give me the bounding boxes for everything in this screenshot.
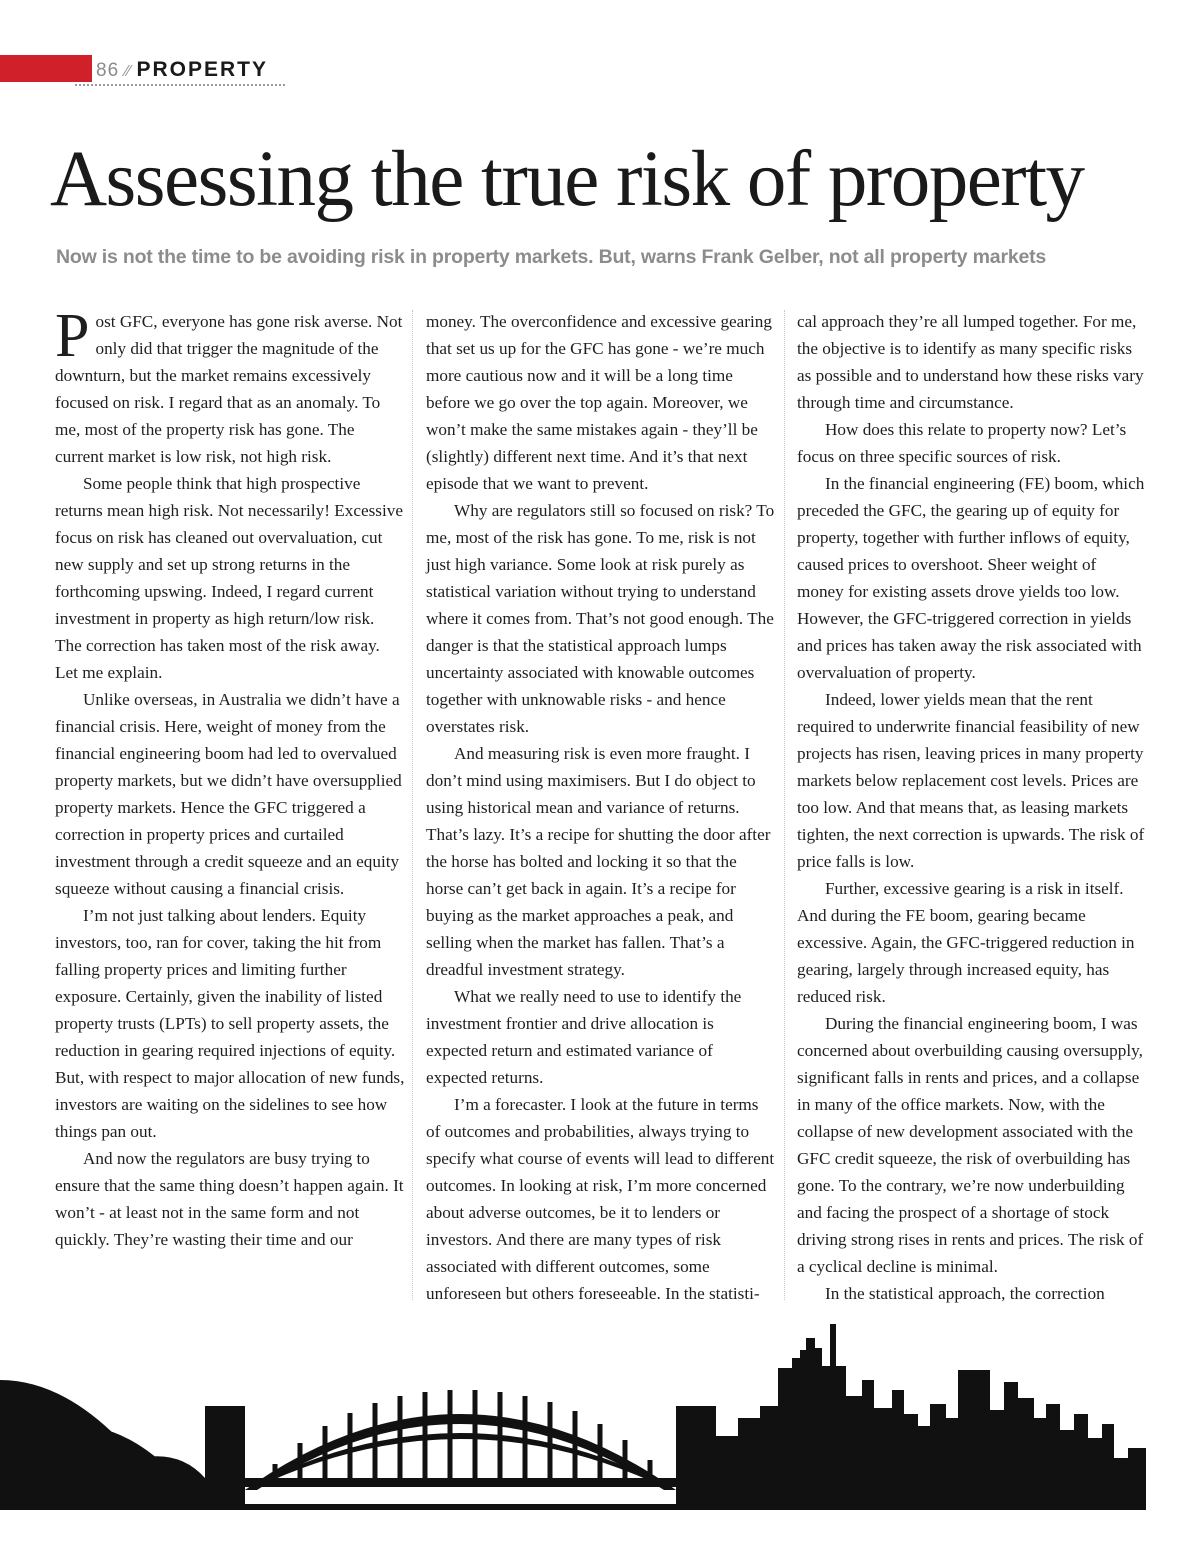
running-header: [80, 58, 268, 82]
article-column-3: [797, 308, 1147, 1307]
article-paragraph: And now the regulators are busy trying to ensure that the same thing doesn’t happen again. It won’t - at least not in the same form and not quickly. They’re wasting their time and our: [55, 1149, 404, 1249]
article-paragraph: money. The overconfidence and excessive gearing that set us up for the GFC has gone - we’re much more cautious now and it will be a long time before we go over the top again. Moreover, we won’t make the same mistakes again - they’ll be (slightly) different next time. And it’s that next episode that we want to prevent.: [426, 312, 772, 493]
page-number: 86: [96, 60, 120, 81]
bridge-pylon: [205, 1406, 245, 1510]
article-column-2: [426, 308, 776, 1307]
column-divider: [784, 310, 785, 1300]
column-divider: [412, 310, 413, 1300]
article-standfirst: Now is not the time to be avoiding risk in property markets. But, warns Frank Gelber, not all property markets: [56, 246, 1047, 268]
section-color-bar: [0, 55, 92, 82]
section-label: PROPERTY: [136, 58, 269, 81]
bridge-pylon: [676, 1406, 716, 1510]
article-paragraph: In the financial engineering (FE) boom, which preceded the GFC, the gearing up of equity for property, together with further inflows of equity, caused prices to overshoot. Sheer weight of money for existing assets drove yields too low. However, the GFC-triggered correction in yields and prices has taken away the risk associated with overvaluation of property.: [797, 474, 1145, 682]
drop-cap: P: [55, 302, 90, 370]
article-paragraph: Indeed, lower yields mean that the rent required to underwrite financial feasibility of new projects has risen, leaving prices in many property markets below replacement cost levels. Prices are too low. And that means that, as leasing markets tighten, the next correction is upwards. The risk of price falls is low.: [797, 690, 1145, 871]
article-paragraph: Why are regulators still so focused on risk? To me, most of the risk has gone. To me, risk is not just high variance. Some look at risk purely as statistical variation without trying to understand where it comes from. That’s not good enough. The danger is that the statistical approach lumps uncertainty associated with knowable outcomes together with unknowable risks - and hence overstates risk.: [426, 501, 775, 736]
divider-slashes: ∕∕: [125, 63, 131, 80]
article-paragraph: And measuring risk is even more fraught. I don’t mind using maximisers. But I do object to using historical mean and variance of returns. That’s lazy. It’s a recipe for shutting the door after the horse has bolted and locking it so that the horse can’t get back in again. It’s a recipe for buying as the market approaches a peak, and selling when the market has fallen. That’s a dreadful investment strategy.: [426, 744, 771, 979]
article-paragraph: Unlike overseas, in Australia we didn’t have a financial crisis. Here, weight of money from the financial engineering boom had led to overvalued property markets, but we didn’t have oversupplied property markets. Hence the GFC triggered a correction in property prices and curtailed investment through a credit squeeze and an equity squeeze without causing a financial crisis.: [55, 690, 402, 898]
article-paragraph: Further, excessive gearing is a risk in itself. And during the FE boom, gearing became excessive. Again, the GFC-triggered reduction in gearing, largely through increased equity, has reduced risk.: [797, 879, 1135, 1006]
article-paragraph: In the statistical approach, the correction: [825, 1284, 1105, 1303]
article-headline: Assessing the true risk of property: [50, 136, 1084, 223]
article-paragraph: Post GFC, everyone has gone risk averse. Not only did that trigger the magnitude of the downturn, but the market remains excessively focused on risk. I regard that as an anomaly. To me, most of the property risk has gone. The current market is low risk, not high risk.: [55, 302, 403, 466]
article-column-1: [55, 302, 405, 1253]
article-paragraph: I’m a forecaster. I look at the future in terms of outcomes and probabilities, always trying to specify what course of events will lead to different outcomes. In looking at risk, I’m more concerned about adverse outcomes, be it to lenders or investors. And there are many types of risk associated with different outcomes, some unforeseen but others foreseeable. In the statisti-: [426, 1095, 775, 1303]
article-paragraph: Some people think that high prospective returns mean high risk. Not necessarily! Excessive focus on risk has cleaned out overvaluation, cut new supply and set up strong returns in the forthcoming upswing. Indeed, I regard current investment in property as high return/low risk. The correction has taken most of the risk away. Let me explain.: [55, 474, 403, 682]
article-paragraph: How does this relate to property now? Let’s focus on three specific sources of risk.: [797, 420, 1127, 466]
harbour-baseline: [0, 1504, 1146, 1510]
header-dotted-rule: [75, 84, 285, 86]
article-paragraph: I’m not just talking about lenders. Equity investors, too, ran for cover, taking the hit from falling property prices and limiting further exposure. Certainly, given the inability of listed property trusts (LPTs) to sell property assets, the reduction in gearing required injections of equity. But, with respect to major allocation of new funds, investors are waiting on the sidelines to see how things pan out.: [55, 906, 405, 1141]
article-paragraph: cal approach they’re all lumped together. For me, the objective is to identify as many specific risks as possible and to understand how these risks vary through time and circumstance.: [797, 312, 1144, 412]
opera-house-sail: [140, 1456, 205, 1508]
city-buildings: [716, 1324, 1146, 1510]
sydney-skyline-illustration: [0, 1318, 1200, 1510]
article-paragraph: What we really need to use to identify the investment frontier and drive allocation is expected return and estimated variance of expected returns.: [426, 987, 742, 1087]
article-paragraph: During the financial engineering boom, I was concerned about overbuilding causing oversupply, significant falls in rents and prices, and a collapse in many of the office markets. Now, with the collapse of new development associated with the GFC credit squeeze, the risk of overbuilding has gone. To the contrary, we’re now underbuilding and facing the prospect of a shortage of stock driving strong rises in rents and prices. The risk of a cyclical decline is minimal.: [797, 1014, 1144, 1276]
bridge-deck: [205, 1478, 716, 1487]
